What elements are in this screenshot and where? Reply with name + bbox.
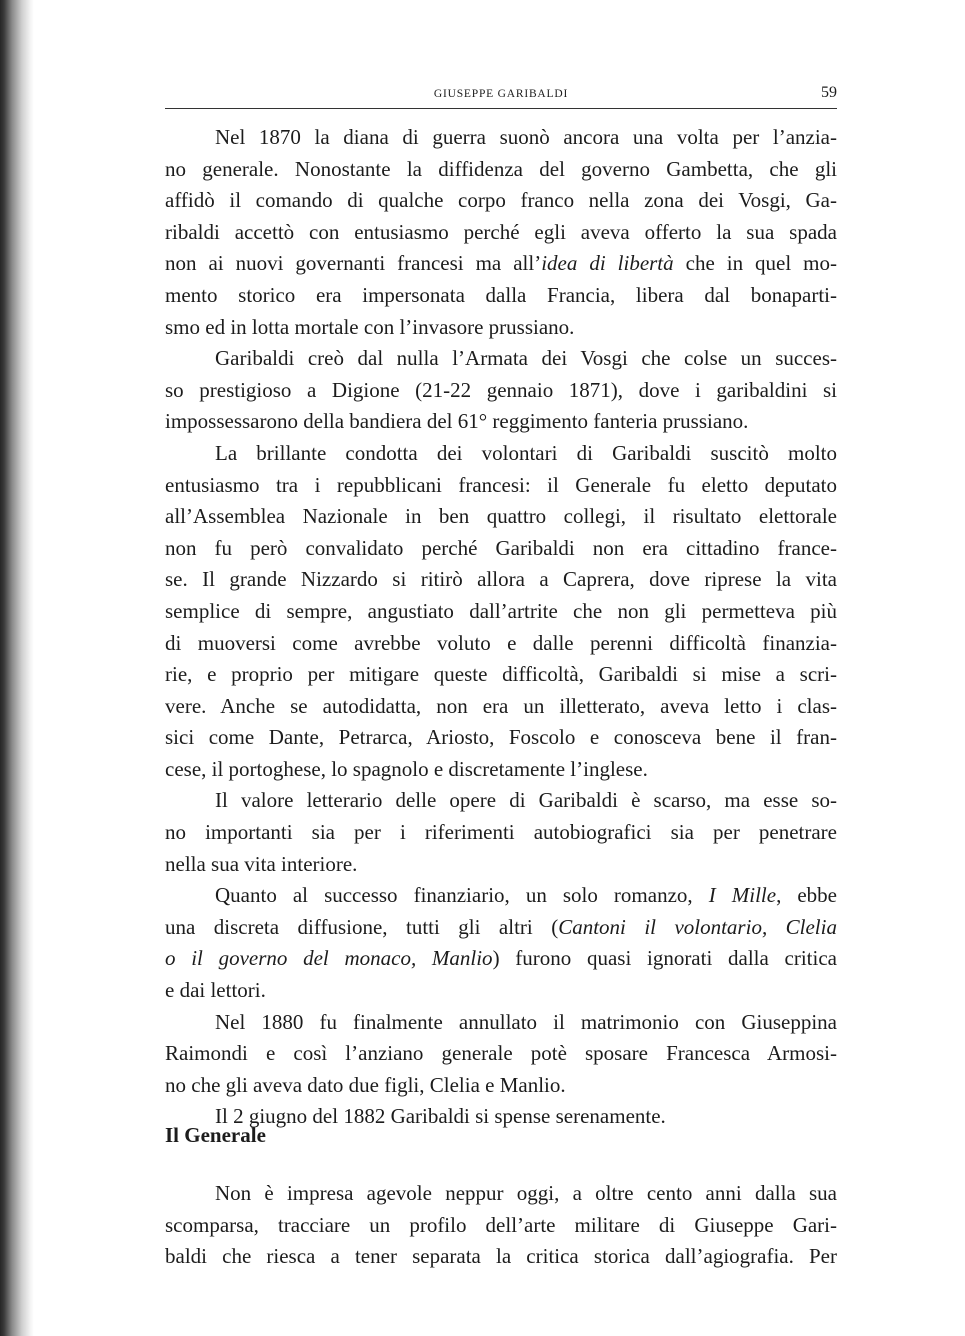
text-line: La brillante condotta dei volontari di Garibaldi suscitò molto	[215, 440, 837, 465]
text-line: vere. Anche se autodidatta, non era un illetterato, aveva letto i clas-	[165, 693, 837, 718]
text-line: Nel 1870 la diana di guerra suonò ancora una volta per l’anzia-	[215, 125, 837, 149]
section-text	[165, 1178, 837, 1273]
italic-title: o il governo del monaco, Manlio	[165, 946, 493, 971]
paragraph	[165, 122, 837, 343]
text-line: o il governo del monaco, Manlio) furono quasi ignorati dalla critica	[165, 946, 837, 971]
text-line: Non è impresa agevole neppur oggi, a oltre cento anni dalla sua	[215, 1181, 837, 1205]
main-text	[165, 122, 837, 1133]
text-line: no importanti sia per i riferimenti autobiografici sia per penetrare	[165, 820, 837, 845]
italic-title: I Mille	[708, 883, 777, 908]
text-line: scomparsa, tracciare un profilo dell’arte militare di Giuseppe Gari-	[165, 1212, 837, 1237]
text-line: so prestigioso a Digione (21-22 gennaio 1871), dove i garibaldini si	[165, 377, 837, 402]
text-line: sici come Dante, Petrarca, Ariosto, Foscolo e conosceva bene il fran-	[165, 725, 837, 750]
text-line: affidò il comando di qualche corpo franco nella zona dei Vosgi, Ga-	[165, 188, 837, 213]
paragraph	[165, 438, 837, 786]
running-title: GIUSEPPE GARIBALDI	[433, 88, 569, 100]
text-line: nella sua vita interiore.	[165, 851, 358, 876]
text-line: Il valore letterario delle opere di Garibaldi è scarso, ma esse so-	[215, 788, 837, 813]
text-line: non ai nuovi governanti francesi ma all’idea di libertà che in quel mo-	[165, 251, 837, 276]
text-line: Raimondi e così l’anziano generale potè sposare Francesca Armosi-	[165, 1041, 837, 1066]
text-line: e dai lettori.	[165, 978, 266, 1003]
paragraph	[165, 343, 837, 438]
text-line: non fu però convalidato perché Garibaldi non era cittadino france-	[165, 535, 837, 560]
text-line: all’Assemblea Nazionale in ben quattro collegi, il risultato elettorale	[165, 504, 837, 529]
page-header	[165, 86, 837, 109]
text-line: entusiasmo tra i repubblicani francesi: il Generale fu eletto deputato	[165, 472, 837, 497]
text-line: cese, il portoghese, lo spagnolo e discretamente l’inglese.	[165, 756, 648, 781]
paragraph	[165, 880, 837, 1006]
italic-title: idea di libertà	[541, 251, 674, 276]
italic-title: Cantoni il volontario, Clelia	[558, 914, 837, 939]
text-line: rie, e proprio per mitigare queste difficoltà, Garibaldi si mise a scri-	[165, 662, 837, 687]
paragraph	[165, 1178, 837, 1273]
text-line: Garibaldi creò dal nulla l’Armata dei Vosgi che colse un succes-	[215, 346, 837, 371]
text-line: Quanto al successo finanziario, un solo romanzo, I Mille, ebbe	[215, 883, 837, 908]
text-line: se. Il grande Nizzardo si ritirò allora a Caprera, dove riprese la vita	[165, 567, 837, 592]
section-title: Il Generale	[165, 1123, 266, 1147]
text-line: ribaldi accettò con entusiasmo perché egli aveva offerto la sua spada	[165, 219, 837, 244]
text-line: di muoversi come avrebbe voluto e dalle perenni difficoltà finanzia-	[165, 630, 837, 655]
text-line: mento storico era impersonata dalla Francia, libera dal bonaparti-	[165, 282, 837, 307]
text-line: no che gli aveva dato due figli, Clelia e Manlio.	[165, 1072, 566, 1097]
paragraph	[165, 785, 837, 880]
text-line: semplice di sempre, angustiato dall’artrite che non gli permetteva più	[165, 598, 837, 623]
text-line: impossessarono della bandiera del 61° reggimento fanteria prussiano.	[165, 409, 749, 434]
page-number: 59	[821, 84, 837, 101]
text-line: no generale. Nonostante la diffidenza del governo Gambetta, che gli	[165, 156, 837, 181]
text-line: Nel 1880 fu finalmente annullato il matrimonio con Giuseppina	[215, 1009, 837, 1034]
text-line: una discreta diffusione, tutti gli altri (Cantoni il volontario, Clelia	[165, 914, 837, 939]
text-line: baldi che riesca a tener separata la critica storica dall’agiografia. Per	[165, 1244, 837, 1269]
text-line: Il 2 giugno del 1882 Garibaldi si spense serenamente.	[215, 1104, 666, 1129]
book-spine-shadow	[0, 0, 34, 1336]
text-line: smo ed in lotta mortale con l’invasore prussiano.	[165, 314, 575, 339]
paragraph	[165, 1007, 837, 1102]
